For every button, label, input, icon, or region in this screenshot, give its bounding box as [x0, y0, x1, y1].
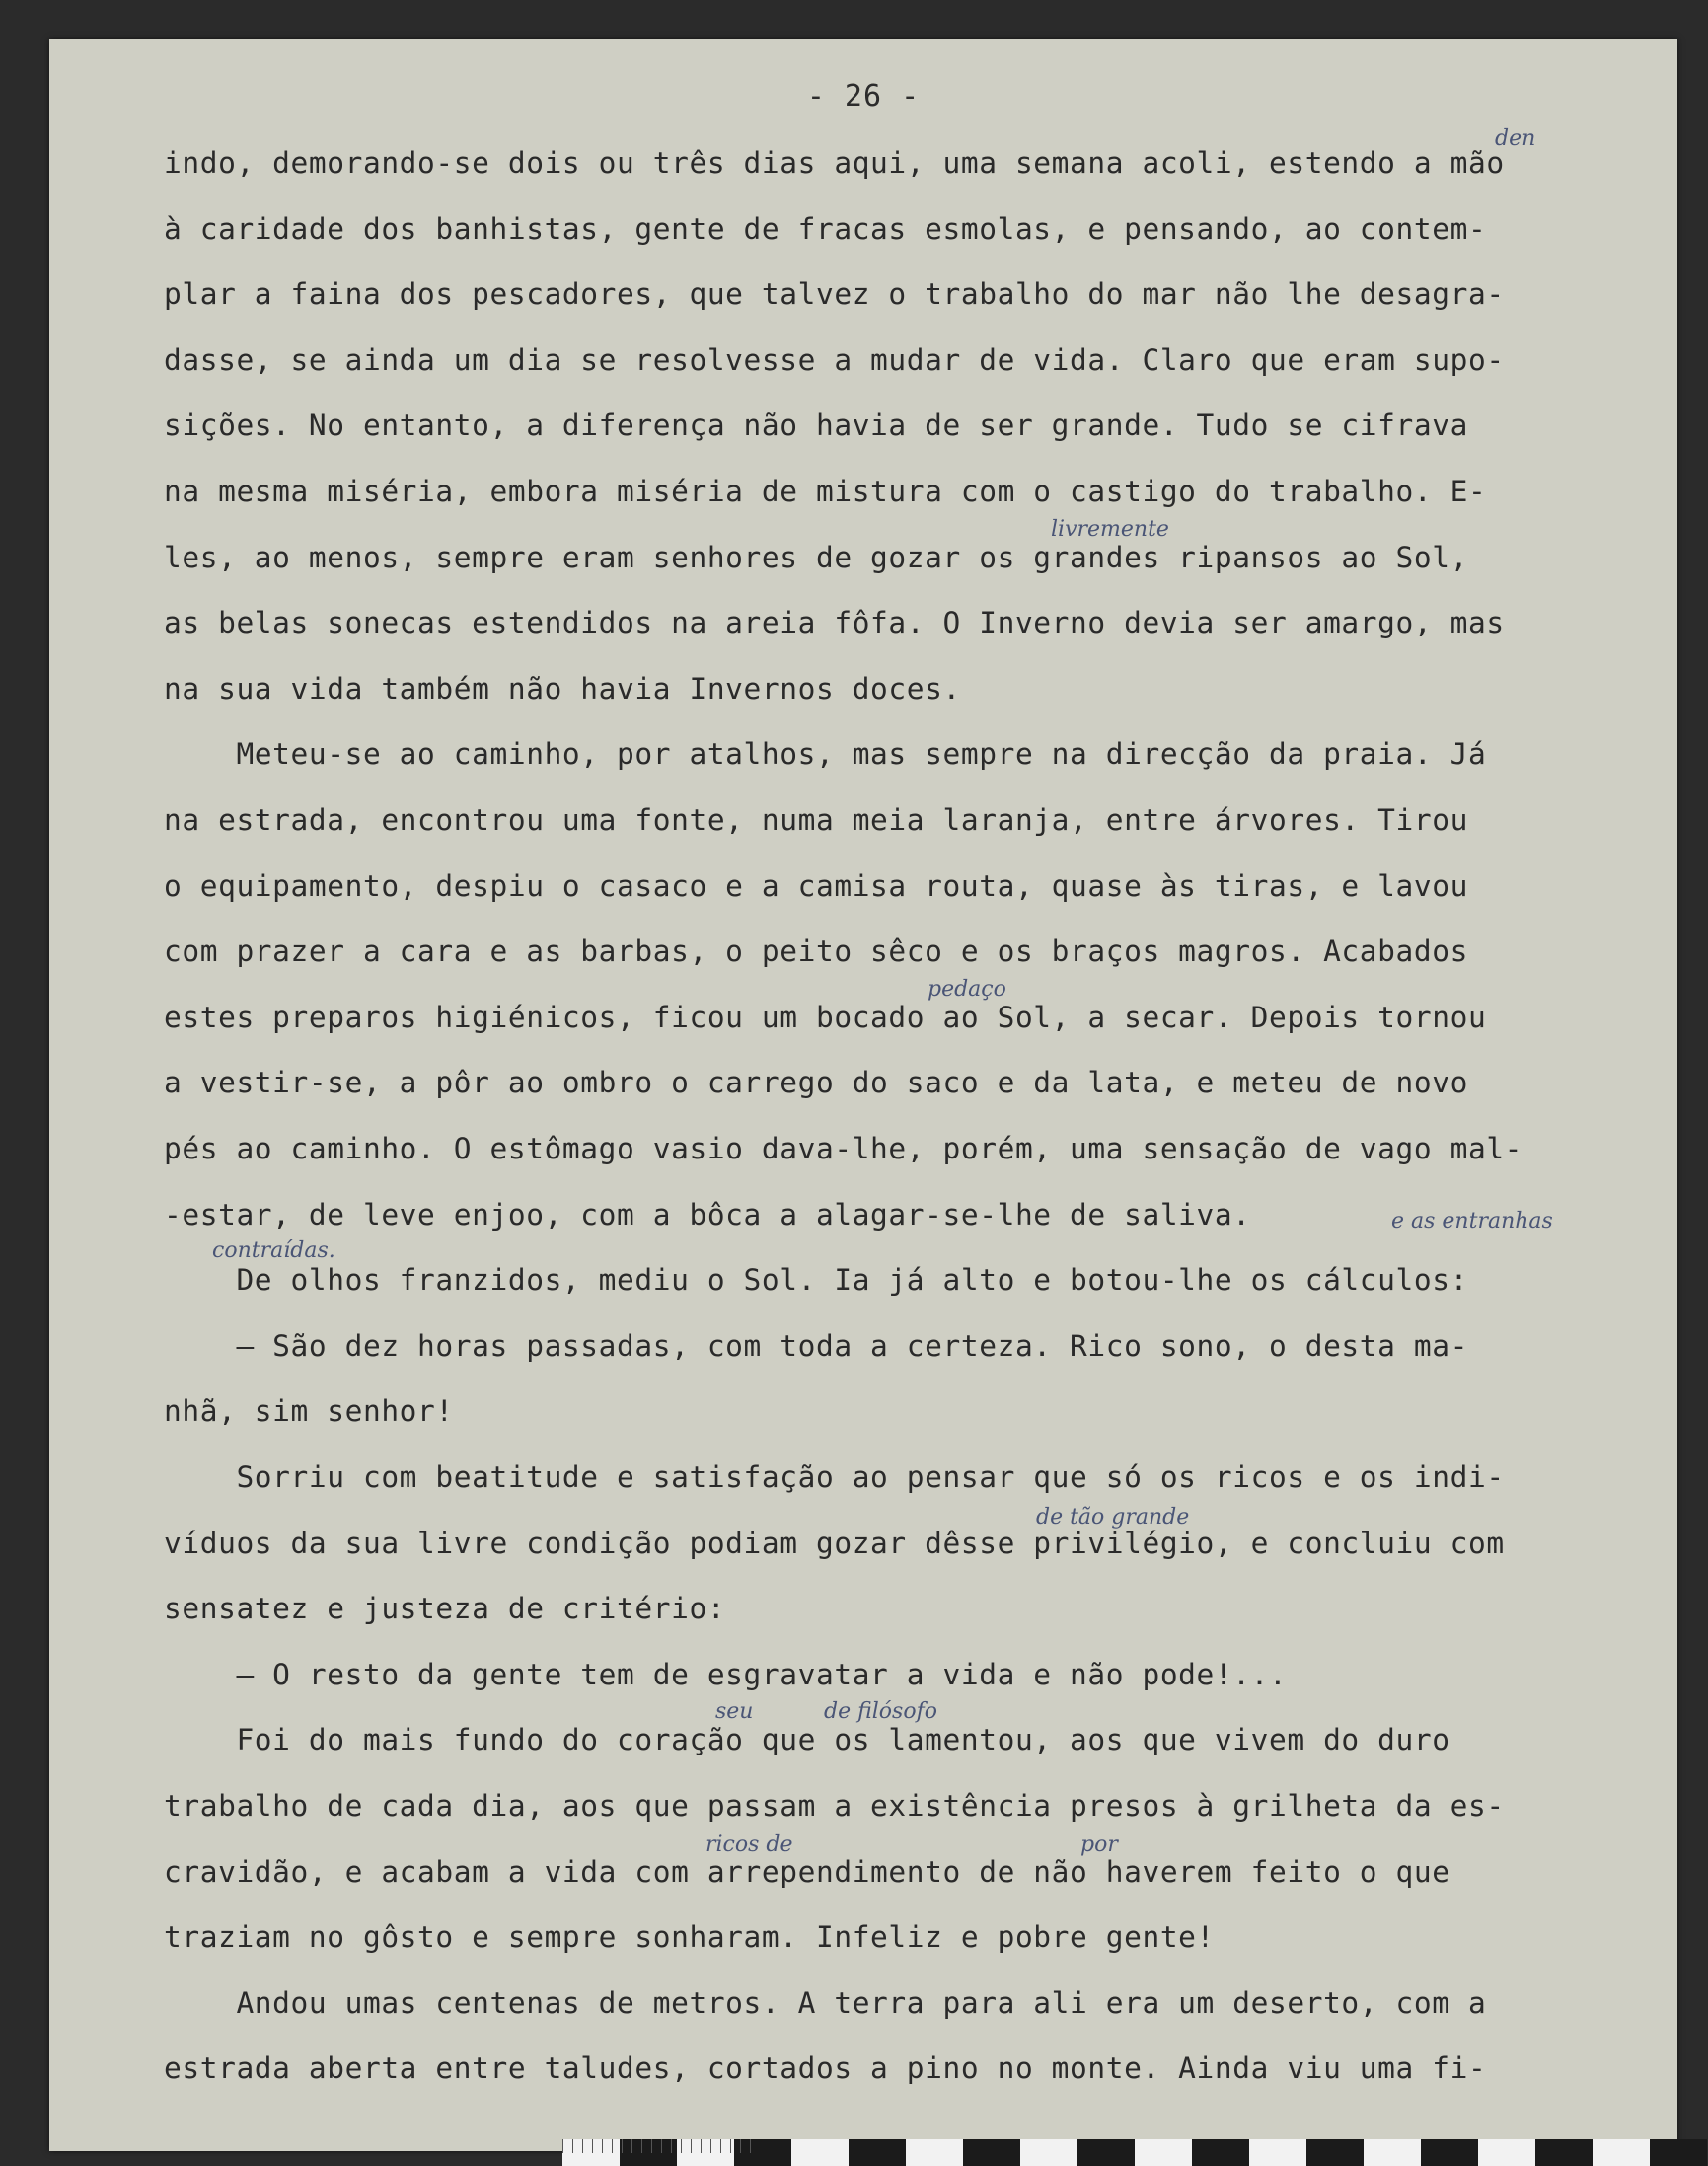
text-line: a vestir-se, a pôr ao ombro o carrego do saco e da lata, e meteu de novo [164, 1066, 1468, 1100]
text-line: pés ao caminho. O estômago vasio dava-lhe, porém, uma sensação de vago mal- [164, 1132, 1523, 1165]
text-line: Foi do mais fundo do coração que os lamentou, aos que vivem do duro [164, 1723, 1450, 1757]
handwritten-annotation: ricos de [705, 1832, 793, 1857]
text-line: nhã, sim senhor! [164, 1394, 454, 1429]
text-line: dasse, se ainda um dia se resolvesse a mudar de vida. Claro que eram supo- [164, 342, 1505, 377]
text-line: com prazer a cara e as barbas, o peito sêco e os braços magros. Acabados [164, 934, 1468, 969]
text-line: à caridade dos banhistas, gente de fracas esmolas, e pensando, ao contem- [164, 211, 1487, 246]
text-line: na sua vida também não havia Invernos doces. [164, 671, 961, 706]
text-line: — O resto da gente tem de esgravatar a vida e não pode!... [164, 1657, 1288, 1691]
text-line: -estar, de leve enjoo, com a bôca a alagar-se-lhe de saliva. [164, 1197, 1251, 1232]
text-line: sições. No entanto, a diferença não havia de ser grande. Tudo se cifrava [164, 409, 1468, 443]
text-line: les, ao menos, sempre eram senhores de gozar os grandes ripansos ao Sol, [164, 540, 1468, 574]
page-number: - 26 - [806, 79, 921, 113]
handwritten-annotation: por [1080, 1832, 1118, 1857]
handwritten-annotation: contraídas. [212, 1238, 335, 1263]
text-line: plar a faina dos pescadores, que talvez o trabalho do mar não lhe desagra- [164, 277, 1505, 312]
text-line: — São dez horas passadas, com toda a certeza. Rico sono, o desta ma- [164, 1328, 1468, 1363]
text-line: traziam no gôsto e sempre sonharam. Infeliz e pobre gente! [164, 1920, 1215, 1955]
text-line: na mesma miséria, embora miséria de mistura com o castigo do trabalho. E- [164, 475, 1487, 508]
handwritten-annotation: de filósofo [824, 1699, 937, 1724]
handwritten-annotation: seu [715, 1699, 754, 1724]
text-line: Andou umas centenas de metros. A terra para ali era um deserto, com a [164, 1985, 1487, 2020]
text-line: víduos da sua livre condição podiam gozar dêsse privilégio, e concluiu com [164, 1526, 1505, 1560]
text-line: cravidão, e acabam a vida com arrependimento de não haverem feito o que [164, 1854, 1450, 1889]
ruler-ticks [562, 2139, 760, 2153]
handwritten-annotation: e as entranhas [1391, 1209, 1553, 1233]
text-line: o equipamento, despiu o casaco e a camisa routa, quase às tiras, e lavou [164, 868, 1468, 903]
text-line: sensatez e justeza de critério: [164, 1592, 726, 1626]
handwritten-annotation: livremente [1051, 517, 1169, 542]
text-line: as belas sonecas estendidos na areia fôfa. O Inverno devia ser amargo, mas [164, 606, 1505, 640]
text-line: trabalho de cada dia, aos que passam a existência presos à grilheta da es- [164, 1789, 1505, 1823]
handwritten-annotation: den [1495, 126, 1536, 151]
handwritten-annotation: de tão grande [1036, 1505, 1190, 1530]
text-line: Sorriu com beatitude e satisfação ao pensar que só os ricos e os indi- [164, 1460, 1505, 1494]
text-line: De olhos franzidos, mediu o Sol. Ia já alto e botou-lhe os cálculos: [164, 1263, 1468, 1298]
text-line: estes preparos higiénicos, ficou um bocado ao Sol, a secar. Depois tornou [164, 1000, 1487, 1034]
text-line: estrada aberta entre taludes, cortados a pino no monte. Ainda viu uma fi- [164, 2052, 1487, 2086]
text-line: na estrada, encontrou uma fonte, numa meia laranja, entre árvores. Tirou [164, 803, 1468, 837]
text-line: indo, demorando-se dois ou três dias aqui, uma semana acoli, estendo a mão [164, 146, 1505, 180]
handwritten-annotation: pedaço [928, 977, 1006, 1002]
text-line: Meteu-se ao caminho, por atalhos, mas sempre na direcção da praia. Já [164, 737, 1487, 772]
